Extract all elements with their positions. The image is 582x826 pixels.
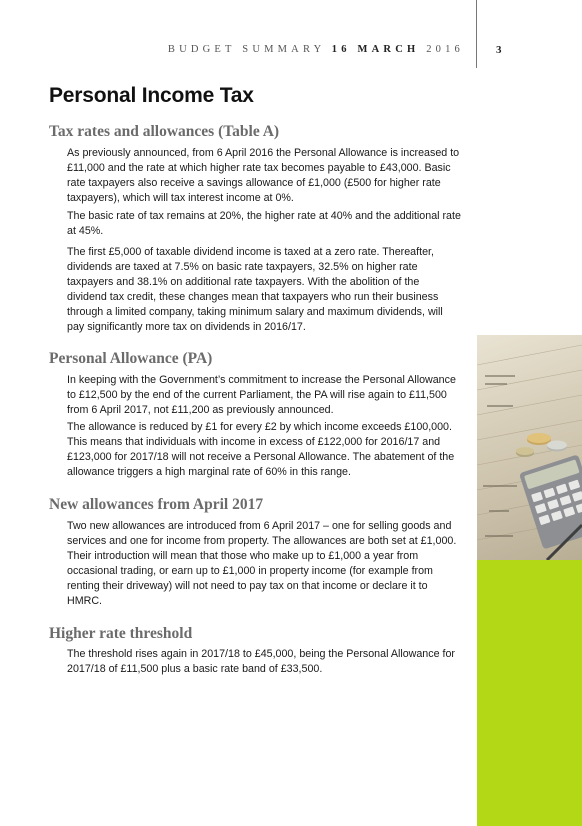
header-divider (476, 0, 477, 68)
page-title: Personal Income Tax (49, 84, 254, 107)
header-date: 16 MARCH (331, 44, 420, 55)
paragraph: The allowance is reduced by £1 for every £2 by which income exceeds £100,000. This means that individuals with income in excess of £122,000 for 2016/17 and £123,000 for 2017/18 will not receive a Personal Allowance. The abatement of the allowance triggers a high marginal rate of 60% in this range. (67, 421, 455, 478)
section-heading-new-allowances: New allowances from April 2017 (49, 496, 264, 513)
calculator-and-coins-photo (477, 335, 582, 560)
paragraph: Two new allowances are introduced from 6 April 2017 – one for selling goods and services and one for income from property. The allowances are both set at £1,000. Their introduction will mean that those who make up to £1,000 a year from occasional trading, or earn up to £1,000 in property income (for example from renting their driveway) will not need to pay tax on that income or declare it to HMRC. (67, 520, 457, 607)
calculator-and-coins-illustration (477, 335, 582, 560)
section-heading-personal-allowance: Personal Allowance (PA) (49, 350, 213, 367)
section-heading-tax-rates: Tax rates and allowances (Table A) (49, 123, 280, 140)
paragraph: As previously announced, from 6 April 2016 the Personal Allowance is increased to £11,000 and the rate at which higher rate tax becomes payable to £43,000. Basic rate taxpayers also receive a savings allowance of £1,000 (£500 for higher rate taxpayers), which will tax interest income at 0%. (67, 147, 460, 204)
paragraph: In keeping with the Government’s commitment to increase the Personal Allowance to £12,500 by the end of the current Parliament, the PA will rise again to £11,500 from 6 April 2017, not £11,200 as previously announced. (67, 374, 456, 416)
header-prefix: BUDGET SUMMARY (167, 44, 325, 55)
section-heading-higher-rate: Higher rate threshold (49, 625, 193, 642)
paragraph: The basic rate of tax remains at 20%, the higher rate at 40% and the additional rate at 45%. (67, 210, 461, 237)
paragraph: The first £5,000 of taxable dividend income is taxed at a zero rate. Thereafter, dividends are taxed at 7.5% on basic rate taxpayers, 32.5% on higher rate taxpayers and 38.1% on additional rate taxpayers. With the abolition of the dividend tax credit, these changes mean that taxpayers who run their business through a limited company, taking minimum salary and maximum dividends, will pay significantly more tax on dividends in 2016/17. (67, 246, 443, 333)
accent-color-block (477, 560, 582, 826)
running-header (168, 44, 464, 55)
paragraph: The threshold rises again in 2017/18 to £45,000, being the Personal Allowance for 2017/18 of £11,500 plus a basic rate band of £33,500. (67, 648, 455, 675)
page-number: 3 (496, 44, 502, 56)
header-year: 2016 (426, 44, 464, 55)
